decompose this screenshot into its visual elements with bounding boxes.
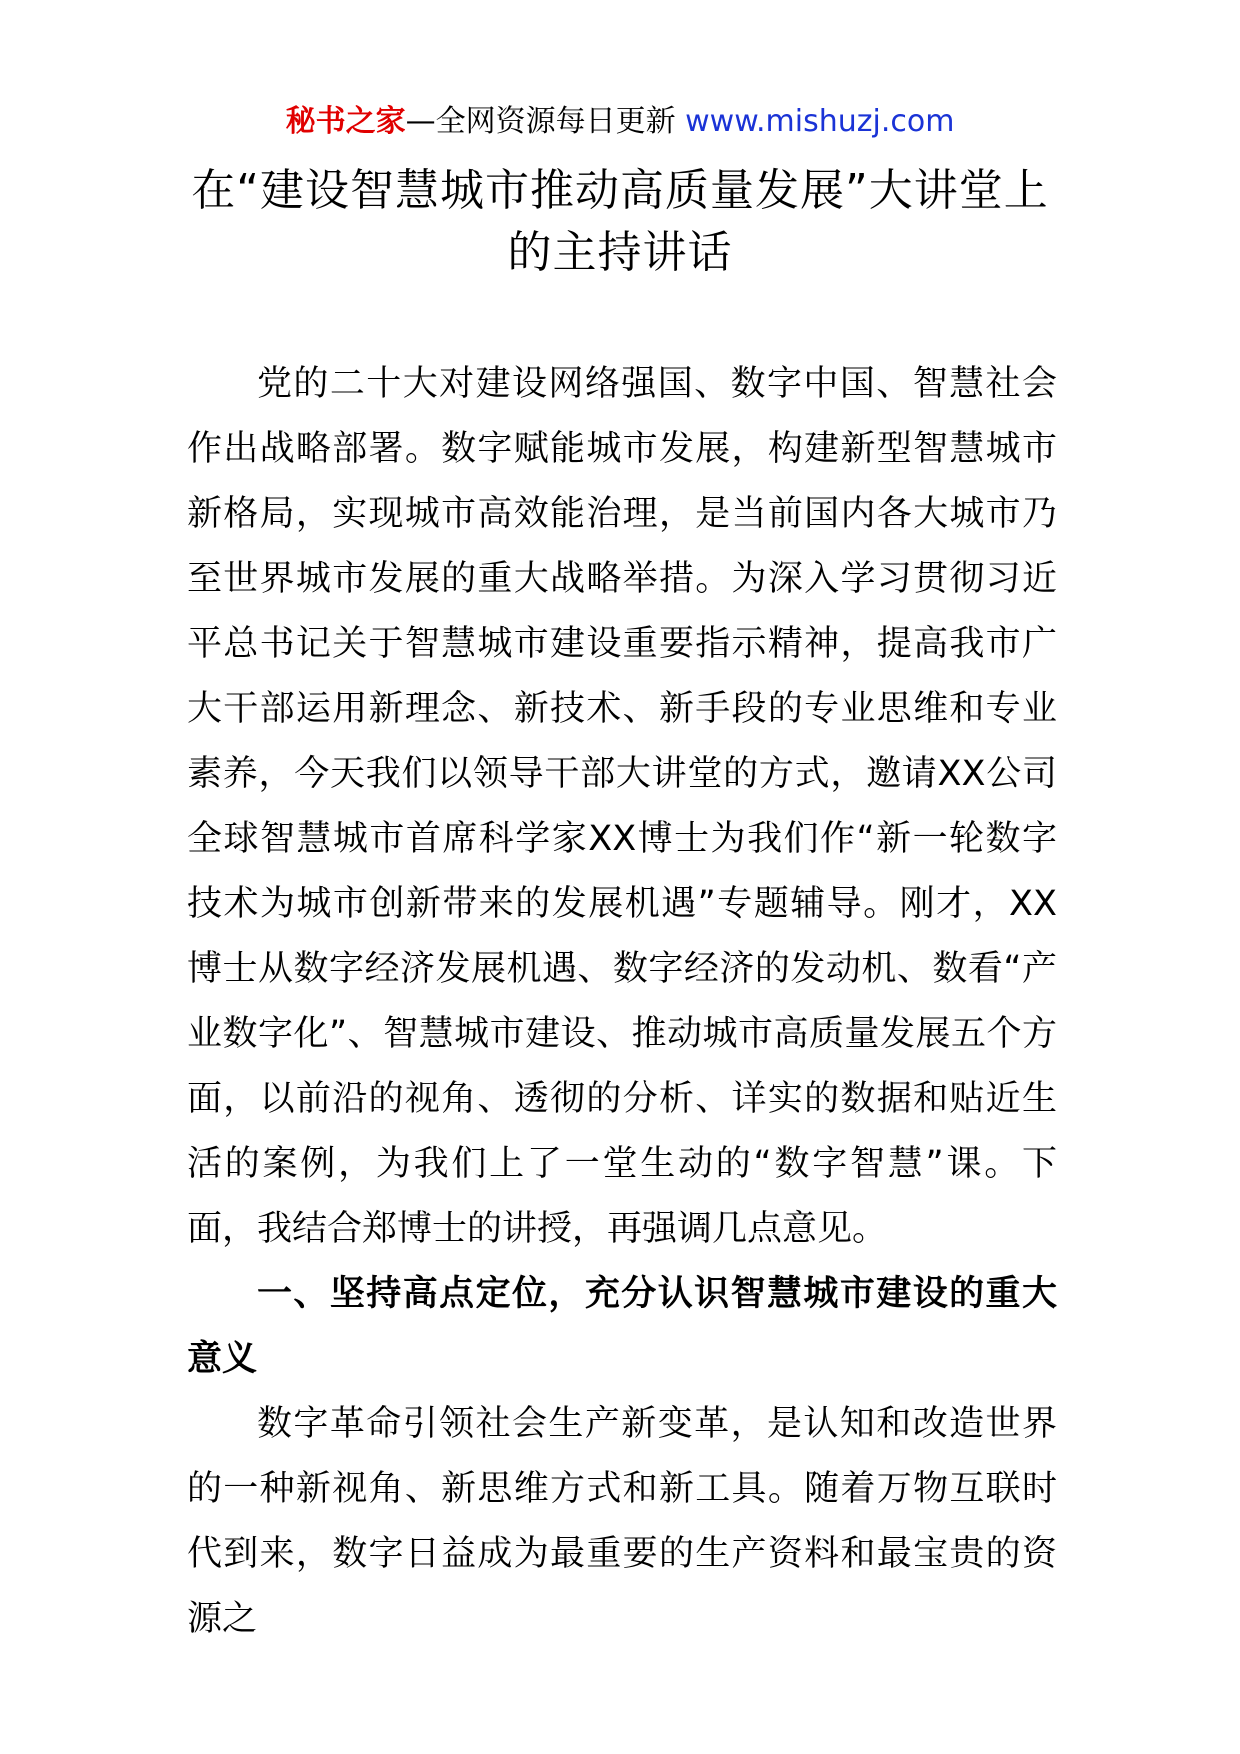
document-body (187, 352, 1057, 1652)
site-url-link[interactable]: www.mishuzj.com (685, 104, 955, 139)
section-1-paragraph: 数字革命引领社会生产新变革，是认知和改造世界的一种新视角、新思维方式和新工具。随着万物互联时代到来，数字日益成为最重要的生产资料和最宝贵的资源之 (187, 1404, 1057, 1639)
intro-paragraph: 党的二十大对建设网络强国、数字中国、智慧社会作出战略部署。数字赋能城市发展，构建新型智慧城市新格局，实现城市高效能治理，是当前国内各大城市乃至世界城市发展的重大战略举措。为深入学习贯彻习近平总书记关于智慧城市建设重要指示精神，提高我市广大干部运用新理念、新技术、新手段的专业思维和专业素养，今天我们以领导干部大讲堂的方式，邀请XX公司全球智慧城市首席科学家XX博士为我们作“新一轮数字技术为城市创新带来的发展机遇”专题辅导。刚才，XX博士从数字经济发展机遇、数字经济的发动机、数看“产业数字化”、智慧城市建设、推动城市高质量发展五个方面，以前沿的视角、透彻的分析、详实的数据和贴近生活的案例，为我们上了一堂生动的“数字智慧”课。下面，我结合郑博士的讲授，再强调几点意见。 (187, 364, 1057, 1249)
header-tagline: —全网资源每日更新 (405, 104, 676, 139)
site-header (0, 100, 1240, 144)
section-heading-1: 一、坚持高点定位，充分认识智慧城市建设的重大意义 (187, 1274, 1057, 1379)
brand-name: 秘书之家 (285, 104, 406, 139)
document-title: 在“建设智慧城市推动高质量发展”大讲堂上的主持讲话 (191, 165, 1049, 278)
